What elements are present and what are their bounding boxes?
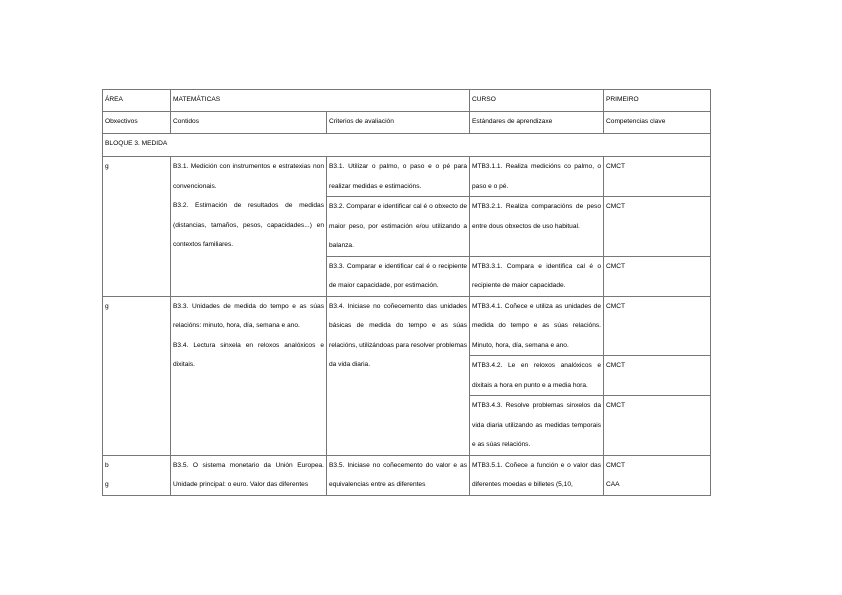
standard-cell: MTB3.1.1. Realiza medicións co palmo, o paso e o pé. <box>470 157 604 197</box>
content-item: B3.3. Unidades de medida do tempo e as súas relacións: minuto, hora, día, semana e ano. <box>173 302 324 329</box>
competence-cell <box>604 455 711 495</box>
table-row <box>103 157 711 197</box>
header-row <box>103 90 711 112</box>
area-value: MATEMÁTICAS <box>171 90 470 112</box>
column-header: Competencias clave <box>604 112 711 134</box>
criteria-cell: B3.5. Iniciase no coñecemento do valor e as equivalencias entre as diferentes <box>327 455 470 495</box>
contents-cell <box>171 296 327 455</box>
curriculum-table <box>102 89 711 496</box>
objectives-cell: g <box>103 296 171 455</box>
standard-cell: MTB3.4.3. Resolve problemas sinxelos da vida diaria utilizando as medidas temporais e as súas relacións. <box>470 396 604 456</box>
objective-item: g <box>105 481 109 488</box>
table-row <box>103 455 711 495</box>
objective-item: b <box>105 461 109 469</box>
competence-cell: CMCT <box>604 256 711 296</box>
column-header: Criterios de avaliación <box>327 112 470 134</box>
criteria-cell: B3.4. Iniciase no coñecemento das unidades básicas de medida do tempo e as súas relacións, utilizándoas para resolver problemas da vida diaria. <box>327 296 470 455</box>
objectives-cell <box>103 455 171 495</box>
column-header: Contidos <box>171 112 327 134</box>
competence-cell: CMCT <box>604 356 711 396</box>
objectives-cell: g <box>103 157 171 297</box>
standard-cell: MTB3.4.2. Le en reloxos analóxicos e dixitais a hora en punto e a media hora. <box>470 356 604 396</box>
competence-cell: CMCT <box>604 157 711 197</box>
course-label: CURSO <box>470 90 604 112</box>
criteria-cell: B3.2. Comparar e identificar cal é o obxecto de maior peso, por estimación e/ou utilizando a balanza. <box>327 197 470 257</box>
criteria-cell: B3.3. Comparar e identificar cal é o recipiente de maior capacidade, por estimación. <box>327 256 470 296</box>
contents-cell: B3.5. O sistema monetario da Unión Europea. Unidade principal: o euro. Valor das diferentes <box>171 455 327 495</box>
competence-item: CMCT <box>606 461 626 469</box>
block-title-row <box>103 134 711 157</box>
competence-cell: CMCT <box>604 296 711 356</box>
competence-cell: CMCT <box>604 197 711 257</box>
table-row <box>103 296 711 356</box>
standard-cell: MTB3.3.1. Compara e identifica cal é o recipiente de maior capacidade. <box>470 256 604 296</box>
course-value: PRIMEIRO <box>604 90 711 112</box>
criteria-cell: B3.1. Utilizar o palmo, o paso e o pé para realizar medidas e estimacións. <box>327 157 470 197</box>
column-header: Obxectivos <box>103 112 171 134</box>
competence-item: CAA <box>606 481 620 488</box>
standard-cell: MTB3.2.1. Realiza comparacións de peso entre dous obxectos de uso habitual. <box>470 197 604 257</box>
standard-cell: MTB3.4.1. Coñece e utiliza as unidades de medida do tempo e as súas relacións. Minuto, hora, día, semana e ano. <box>470 296 604 356</box>
content-item: B3.2. Estimación de resultados de medidas (distancias, tamaños, pesos, capacidades...) en contextos familiares. <box>173 202 324 248</box>
column-header-row <box>103 112 711 134</box>
contents-cell <box>171 157 327 297</box>
standard-cell: MTB3.5.1. Coñece a función e o valor das diferentes moedas e billetes (5,10, <box>470 455 604 495</box>
area-label: ÁREA <box>103 90 171 112</box>
competence-cell: CMCT <box>604 396 711 456</box>
content-item: B3.4. Lectura sinxela en reloxos analóxicos e dixitais. <box>173 341 324 368</box>
column-header: Estándares de aprendizaxe <box>470 112 604 134</box>
block-title: BLOQUE 3. MEDIDA <box>103 134 711 157</box>
content-item: B3.1. Medición con instrumentos e estratexias non convencionais. <box>173 163 324 190</box>
